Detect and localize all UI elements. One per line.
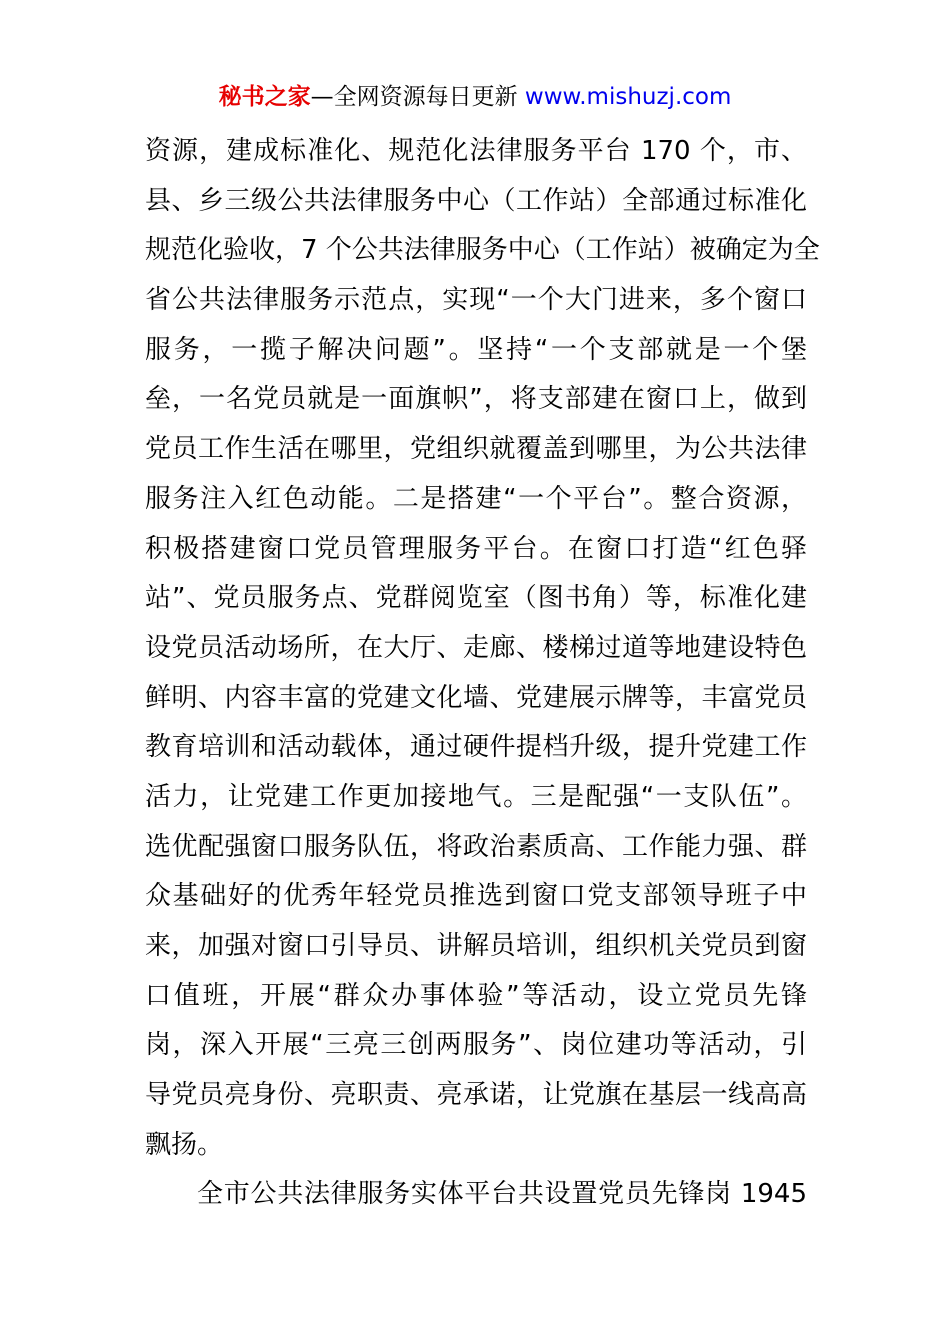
text-line: 鲜明、内容丰富的党建文化墙、党建展示牌等，丰富党员 bbox=[145, 682, 807, 713]
site-link[interactable]: www.mishuzj.com bbox=[524, 84, 732, 110]
text-line: 资源，建成标准化、规范化法律服务平台 170 个，市、 bbox=[145, 136, 807, 166]
page-header bbox=[0, 80, 950, 114]
paragraph-2 bbox=[145, 1170, 807, 1220]
text-line: 口值班，开展“群众办事体验”等活动，设立党员先锋 bbox=[145, 980, 807, 1011]
text-line: 服务，一揽子解决问题”。坚持“一个支部就是一个堡 bbox=[145, 334, 807, 365]
text-line: 县、乡三级公共法律服务中心（工作站）全部通过标准化 bbox=[145, 185, 807, 216]
text-line: 站”、党员服务点、党群阅览室（图书角）等，标准化建 bbox=[145, 583, 807, 614]
text-line: 垒，一名党员就是一面旗帜”，将支部建在窗口上，做到 bbox=[145, 384, 807, 415]
text-line: 教育培训和活动载体，通过硬件提档升级，提升党建工作 bbox=[145, 732, 807, 763]
document-body bbox=[145, 127, 820, 1220]
text-line: 岗，深入开展“三亮三创两服务”、岗位建功等活动，引 bbox=[145, 1030, 807, 1061]
text-line: 积极搭建窗口党员管理服务平台。在窗口打造“红色驿 bbox=[145, 533, 807, 564]
paragraph-1 bbox=[145, 127, 820, 1170]
text-line: 众基础好的优秀年轻党员推选到窗口党支部领导班子中 bbox=[145, 881, 807, 912]
text-line: 党员工作生活在哪里，党组织就覆盖到哪里，为公共法律 bbox=[145, 434, 807, 465]
text-line: 导党员亮身份、亮职责、亮承诺，让党旗在基层一线高高 bbox=[145, 1080, 807, 1111]
text-line: 选优配强窗口服务队伍，将政治素质高、工作能力强、群 bbox=[145, 831, 807, 862]
text-line: 规范化验收，7 个公共法律服务中心（工作站）被确定为全 bbox=[145, 235, 820, 266]
header-tagline: —全网资源每日更新 bbox=[310, 84, 525, 110]
text-line: 省公共法律服务示范点，实现“一个大门进来，多个窗口 bbox=[145, 285, 807, 316]
text-line: 来，加强对窗口引导员、讲解员培训，组织机关党员到窗 bbox=[145, 931, 807, 961]
text-line: 设党员活动场所，在大厅、走廊、楼梯过道等地建设特色 bbox=[145, 632, 807, 663]
text-line: 服务注入红色动能。二是搭建“一个平台”。整合资源， bbox=[145, 483, 807, 514]
text-line: 活力，让党建工作更加接地气。三是配强“一支队伍”。 bbox=[145, 781, 807, 812]
text-line: 飘扬。 bbox=[145, 1129, 224, 1160]
text-line: 全市公共法律服务实体平台共设置党员先锋岗 1945 bbox=[197, 1179, 807, 1210]
brand-name: 秘书之家 bbox=[218, 84, 311, 110]
